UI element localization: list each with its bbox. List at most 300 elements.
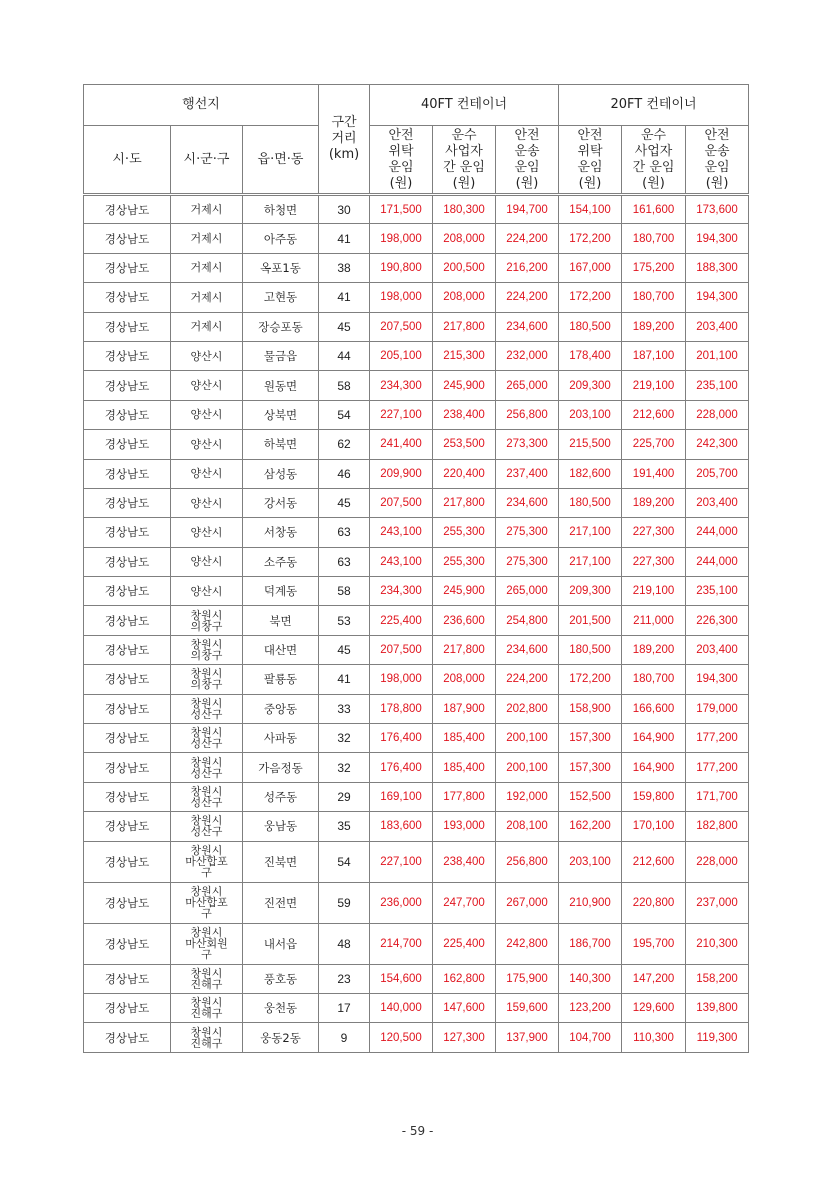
- city-cell: 창원시 진해구: [171, 1023, 243, 1052]
- 20ft-consign-rate-cell: 209,300: [559, 371, 622, 400]
- province-cell: 경상남도: [84, 488, 171, 517]
- town-cell: 웅남동: [243, 812, 319, 841]
- table-row: [84, 724, 749, 753]
- town-cell: 원동면: [243, 371, 319, 400]
- 40ft-consign-rate-cell: 207,500: [370, 312, 433, 341]
- 20ft-consign-rate-cell: 154,100: [559, 195, 622, 224]
- town-cell: 북면: [243, 606, 319, 635]
- province-cell: 경상남도: [84, 312, 171, 341]
- 40ft-transport-rate-cell: 224,200: [496, 283, 559, 312]
- province-cell: 경상남도: [84, 547, 171, 576]
- town-cell: 웅천동: [243, 993, 319, 1022]
- 20ft-inter-carrier-rate-cell: 110,300: [622, 1023, 686, 1052]
- 20ft-inter-carrier-rate-cell: 180,700: [622, 224, 686, 253]
- 40ft-transport-rate-cell: 265,000: [496, 577, 559, 606]
- 40ft-consign-rate-cell: 120,500: [370, 1023, 433, 1052]
- 40ft-inter-carrier-rate-cell: 247,700: [433, 882, 496, 923]
- table-row: [84, 283, 749, 312]
- 40ft-inter-carrier-rate-cell: 217,800: [433, 635, 496, 664]
- table-row: [84, 224, 749, 253]
- 40ft-inter-carrier-rate-cell: 217,800: [433, 488, 496, 517]
- distance-cell: 33: [319, 694, 370, 723]
- 20ft-inter-carrier-rate-cell: 212,600: [622, 400, 686, 429]
- 40ft-transport-rate-cell: 192,000: [496, 782, 559, 811]
- city-header: 시·군·구: [171, 126, 243, 195]
- route-header: 행선지: [84, 85, 319, 126]
- town-cell: 상북면: [243, 400, 319, 429]
- 40ft-consign-rate-cell: 190,800: [370, 253, 433, 282]
- province-cell: 경상남도: [84, 812, 171, 841]
- 20ft-consign-rate-header: 안전 위탁 운임 (원): [559, 126, 622, 195]
- province-cell: 경상남도: [84, 1023, 171, 1052]
- 40ft-consign-rate-cell: 178,800: [370, 694, 433, 723]
- distance-cell: 63: [319, 518, 370, 547]
- 40ft-inter-carrier-rate-cell: 162,800: [433, 964, 496, 993]
- distance-cell: 46: [319, 459, 370, 488]
- 40ft-inter-carrier-rate-cell: 208,000: [433, 665, 496, 694]
- 20ft-inter-carrier-rate-cell: 159,800: [622, 782, 686, 811]
- distance-cell: 32: [319, 724, 370, 753]
- 40ft-consign-rate-cell: 241,400: [370, 430, 433, 459]
- 20ft-consign-rate-cell: 140,300: [559, 964, 622, 993]
- province-cell: 경상남도: [84, 882, 171, 923]
- 40ft-inter-carrier-rate-cell: 238,400: [433, 841, 496, 882]
- 40ft-transport-rate-cell: 237,400: [496, 459, 559, 488]
- city-cell: 창원시 의창구: [171, 665, 243, 694]
- 40ft-consign-rate-cell: 234,300: [370, 371, 433, 400]
- 40ft-transport-rate-cell: 232,000: [496, 341, 559, 370]
- 20ft-transport-rate-cell: 235,100: [686, 371, 749, 400]
- city-cell: 창원시 성산구: [171, 812, 243, 841]
- table-row: [84, 195, 749, 224]
- 40ft-consign-rate-cell: 243,100: [370, 518, 433, 547]
- 40ft-transport-rate-cell: 224,200: [496, 665, 559, 694]
- town-cell: 가음정동: [243, 753, 319, 782]
- 40ft-consign-rate-cell: 176,400: [370, 724, 433, 753]
- province-cell: 경상남도: [84, 283, 171, 312]
- city-cell: 거제시: [171, 224, 243, 253]
- city-cell: 거제시: [171, 195, 243, 224]
- distance-cell: 59: [319, 882, 370, 923]
- province-cell: 경상남도: [84, 224, 171, 253]
- 20ft-consign-rate-cell: 180,500: [559, 312, 622, 341]
- 20ft-transport-rate-cell: 119,300: [686, 1023, 749, 1052]
- town-cell: 장승포동: [243, 312, 319, 341]
- 20ft-transport-rate-cell: 203,400: [686, 635, 749, 664]
- table-row: [84, 665, 749, 694]
- 20ft-consign-rate-cell: 217,100: [559, 518, 622, 547]
- province-cell: 경상남도: [84, 782, 171, 811]
- town-cell: 덕계동: [243, 577, 319, 606]
- 20ft-transport-rate-cell: 179,000: [686, 694, 749, 723]
- distance-cell: 41: [319, 283, 370, 312]
- table-row: [84, 993, 749, 1022]
- city-cell: 양산시: [171, 459, 243, 488]
- 20ft-transport-rate-cell: 188,300: [686, 253, 749, 282]
- 40ft-transport-rate-cell: 234,600: [496, 312, 559, 341]
- table-row: [84, 606, 749, 635]
- container-40ft-header: 40FT 컨테이너: [370, 85, 559, 126]
- 20ft-inter-carrier-rate-cell: 189,200: [622, 488, 686, 517]
- distance-cell: 45: [319, 312, 370, 341]
- town-cell: 삼성동: [243, 459, 319, 488]
- 20ft-transport-rate-cell: 173,600: [686, 195, 749, 224]
- distance-cell: 9: [319, 1023, 370, 1052]
- province-cell: 경상남도: [84, 635, 171, 664]
- 20ft-consign-rate-cell: 158,900: [559, 694, 622, 723]
- distance-cell: 41: [319, 665, 370, 694]
- city-cell: 창원시 성산구: [171, 782, 243, 811]
- town-cell: 고현동: [243, 283, 319, 312]
- distance-cell: 29: [319, 782, 370, 811]
- page-number: - 59 -: [401, 1124, 434, 1138]
- 40ft-transport-rate-cell: 254,800: [496, 606, 559, 635]
- 40ft-consign-rate-cell: 214,700: [370, 923, 433, 964]
- town-cell: 중앙동: [243, 694, 319, 723]
- 40ft-inter-carrier-rate-cell: 253,500: [433, 430, 496, 459]
- 40ft-consign-rate-cell: 234,300: [370, 577, 433, 606]
- 40ft-consign-rate-cell: 140,000: [370, 993, 433, 1022]
- city-cell: 양산시: [171, 577, 243, 606]
- 20ft-transport-rate-cell: 194,300: [686, 665, 749, 694]
- 40ft-consign-rate-cell: 198,000: [370, 665, 433, 694]
- town-cell: 아주동: [243, 224, 319, 253]
- 20ft-consign-rate-cell: 186,700: [559, 923, 622, 964]
- table-row: [84, 841, 749, 882]
- 20ft-consign-rate-cell: 217,100: [559, 547, 622, 576]
- 40ft-inter-carrier-rate-cell: 215,300: [433, 341, 496, 370]
- province-cell: 경상남도: [84, 430, 171, 459]
- province-cell: 경상남도: [84, 724, 171, 753]
- 20ft-transport-rate-cell: 203,400: [686, 488, 749, 517]
- distance-cell: 44: [319, 341, 370, 370]
- 20ft-inter-carrier-rate-cell: 212,600: [622, 841, 686, 882]
- 20ft-transport-rate-cell: 235,100: [686, 577, 749, 606]
- 20ft-inter-carrier-rate-cell: 166,600: [622, 694, 686, 723]
- distance-cell: 63: [319, 547, 370, 576]
- town-cell: 진전면: [243, 882, 319, 923]
- province-cell: 경상남도: [84, 923, 171, 964]
- city-cell: 창원시 진해구: [171, 993, 243, 1022]
- 40ft-transport-rate-cell: 256,800: [496, 841, 559, 882]
- 40ft-inter-carrier-rate-cell: 208,000: [433, 283, 496, 312]
- distance-cell: 53: [319, 606, 370, 635]
- table-row: [84, 547, 749, 576]
- province-cell: 경상남도: [84, 993, 171, 1022]
- town-cell: 성주동: [243, 782, 319, 811]
- 40ft-consign-rate-cell: 154,600: [370, 964, 433, 993]
- city-cell: 창원시 진해구: [171, 964, 243, 993]
- 40ft-transport-rate-cell: 208,100: [496, 812, 559, 841]
- city-cell: 창원시 성산구: [171, 694, 243, 723]
- 40ft-inter-carrier-rate-header: 운수 사업자 간 운임 (원): [433, 126, 496, 195]
- town-cell: 옥포1동: [243, 253, 319, 282]
- province-cell: 경상남도: [84, 606, 171, 635]
- 20ft-consign-rate-cell: 123,200: [559, 993, 622, 1022]
- 40ft-consign-rate-cell: 198,000: [370, 224, 433, 253]
- 20ft-consign-rate-cell: 215,500: [559, 430, 622, 459]
- 40ft-inter-carrier-rate-cell: 193,000: [433, 812, 496, 841]
- table-row: [84, 577, 749, 606]
- 20ft-consign-rate-cell: 167,000: [559, 253, 622, 282]
- 40ft-consign-rate-cell: 227,100: [370, 841, 433, 882]
- 20ft-consign-rate-cell: 203,100: [559, 841, 622, 882]
- 40ft-inter-carrier-rate-cell: 177,800: [433, 782, 496, 811]
- table-row: [84, 1023, 749, 1052]
- 20ft-consign-rate-cell: 203,100: [559, 400, 622, 429]
- distance-cell: 58: [319, 577, 370, 606]
- 20ft-consign-rate-cell: 210,900: [559, 882, 622, 923]
- 20ft-inter-carrier-rate-cell: 164,900: [622, 724, 686, 753]
- distance-cell: 45: [319, 635, 370, 664]
- 20ft-consign-rate-cell: 172,200: [559, 283, 622, 312]
- town-cell: 내서읍: [243, 923, 319, 964]
- 20ft-transport-rate-cell: 205,700: [686, 459, 749, 488]
- 20ft-inter-carrier-rate-cell: 189,200: [622, 635, 686, 664]
- 40ft-consign-rate-cell: 227,100: [370, 400, 433, 429]
- 40ft-inter-carrier-rate-cell: 238,400: [433, 400, 496, 429]
- city-cell: 창원시 마산합포 구: [171, 841, 243, 882]
- 40ft-transport-rate-cell: 256,800: [496, 400, 559, 429]
- 20ft-consign-rate-cell: 180,500: [559, 635, 622, 664]
- 40ft-inter-carrier-rate-cell: 217,800: [433, 312, 496, 341]
- 20ft-inter-carrier-rate-cell: 170,100: [622, 812, 686, 841]
- container-20ft-header: 20FT 컨테이너: [559, 85, 749, 126]
- 40ft-transport-rate-cell: 137,900: [496, 1023, 559, 1052]
- 40ft-consign-rate-cell: 207,500: [370, 488, 433, 517]
- 20ft-transport-rate-cell: 194,300: [686, 283, 749, 312]
- table-header: [84, 85, 749, 195]
- table-row: [84, 923, 749, 964]
- city-cell: 양산시: [171, 430, 243, 459]
- 40ft-transport-rate-cell: 200,100: [496, 753, 559, 782]
- 20ft-transport-rate-cell: 226,300: [686, 606, 749, 635]
- 40ft-consign-rate-cell: 207,500: [370, 635, 433, 664]
- city-cell: 창원시 성산구: [171, 724, 243, 753]
- province-cell: 경상남도: [84, 753, 171, 782]
- 20ft-consign-rate-cell: 182,600: [559, 459, 622, 488]
- 40ft-consign-rate-cell: 183,600: [370, 812, 433, 841]
- city-cell: 양산시: [171, 518, 243, 547]
- 40ft-transport-rate-cell: 275,300: [496, 547, 559, 576]
- city-cell: 창원시 마산회원 구: [171, 923, 243, 964]
- 20ft-inter-carrier-rate-cell: 220,800: [622, 882, 686, 923]
- city-cell: 양산시: [171, 400, 243, 429]
- 20ft-consign-rate-cell: 201,500: [559, 606, 622, 635]
- distance-cell: 45: [319, 488, 370, 517]
- 20ft-consign-rate-cell: 104,700: [559, 1023, 622, 1052]
- 40ft-inter-carrier-rate-cell: 147,600: [433, 993, 496, 1022]
- 40ft-transport-rate-cell: 200,100: [496, 724, 559, 753]
- distance-cell: 17: [319, 993, 370, 1022]
- distance-cell: 62: [319, 430, 370, 459]
- town-cell: 하북면: [243, 430, 319, 459]
- 20ft-transport-rate-cell: 203,400: [686, 312, 749, 341]
- 20ft-transport-rate-cell: 171,700: [686, 782, 749, 811]
- city-cell: 창원시 의창구: [171, 635, 243, 664]
- city-cell: 창원시 의창구: [171, 606, 243, 635]
- town-cell: 진북면: [243, 841, 319, 882]
- province-cell: 경상남도: [84, 371, 171, 400]
- table-row: [84, 812, 749, 841]
- 40ft-consign-rate-header: 안전 위탁 운임 (원): [370, 126, 433, 195]
- table-row: [84, 400, 749, 429]
- province-cell: 경상남도: [84, 518, 171, 547]
- 20ft-consign-rate-cell: 162,200: [559, 812, 622, 841]
- province-cell: 경상남도: [84, 341, 171, 370]
- table-body: [84, 195, 749, 1053]
- table-row: [84, 488, 749, 517]
- 20ft-inter-carrier-rate-cell: 180,700: [622, 665, 686, 694]
- 40ft-transport-rate-cell: 202,800: [496, 694, 559, 723]
- 40ft-inter-carrier-rate-cell: 236,600: [433, 606, 496, 635]
- city-cell: 양산시: [171, 488, 243, 517]
- province-cell: 경상남도: [84, 577, 171, 606]
- 20ft-inter-carrier-rate-cell: 227,300: [622, 547, 686, 576]
- 20ft-transport-rate-cell: 177,200: [686, 753, 749, 782]
- 40ft-inter-carrier-rate-cell: 185,400: [433, 753, 496, 782]
- 40ft-inter-carrier-rate-cell: 187,900: [433, 694, 496, 723]
- 40ft-transport-rate-cell: 265,000: [496, 371, 559, 400]
- 20ft-inter-carrier-rate-cell: 189,200: [622, 312, 686, 341]
- 20ft-inter-carrier-rate-cell: 187,100: [622, 341, 686, 370]
- 20ft-consign-rate-cell: 157,300: [559, 753, 622, 782]
- 40ft-transport-rate-cell: 194,700: [496, 195, 559, 224]
- 20ft-transport-rate-cell: 194,300: [686, 224, 749, 253]
- table-row: [84, 341, 749, 370]
- 40ft-transport-rate-cell: 234,600: [496, 488, 559, 517]
- 40ft-transport-rate-cell: 224,200: [496, 224, 559, 253]
- 20ft-consign-rate-cell: 152,500: [559, 782, 622, 811]
- table-row: [84, 782, 749, 811]
- province-cell: 경상남도: [84, 459, 171, 488]
- 40ft-transport-rate-header: 안전 운송 운임 (원): [496, 126, 559, 195]
- town-cell: 소주동: [243, 547, 319, 576]
- table-row: [84, 253, 749, 282]
- 20ft-inter-carrier-rate-cell: 211,000: [622, 606, 686, 635]
- 20ft-transport-rate-cell: 244,000: [686, 547, 749, 576]
- city-cell: 양산시: [171, 371, 243, 400]
- 40ft-transport-rate-cell: 216,200: [496, 253, 559, 282]
- 20ft-transport-rate-cell: 228,000: [686, 841, 749, 882]
- 40ft-consign-rate-cell: 243,100: [370, 547, 433, 576]
- 20ft-transport-rate-cell: 244,000: [686, 518, 749, 547]
- town-cell: 강서동: [243, 488, 319, 517]
- 20ft-inter-carrier-rate-cell: 161,600: [622, 195, 686, 224]
- 20ft-consign-rate-cell: 209,300: [559, 577, 622, 606]
- 40ft-inter-carrier-rate-cell: 225,400: [433, 923, 496, 964]
- 20ft-inter-carrier-rate-cell: 147,200: [622, 964, 686, 993]
- 20ft-inter-carrier-rate-cell: 219,100: [622, 577, 686, 606]
- 20ft-inter-carrier-rate-cell: 225,700: [622, 430, 686, 459]
- 40ft-consign-rate-cell: 209,900: [370, 459, 433, 488]
- table-row: [84, 312, 749, 341]
- 40ft-consign-rate-cell: 236,000: [370, 882, 433, 923]
- city-cell: 거제시: [171, 253, 243, 282]
- distance-cell: 30: [319, 195, 370, 224]
- city-cell: 창원시 성산구: [171, 753, 243, 782]
- town-cell: 서창동: [243, 518, 319, 547]
- 20ft-consign-rate-cell: 178,400: [559, 341, 622, 370]
- 40ft-transport-rate-cell: 175,900: [496, 964, 559, 993]
- 40ft-consign-rate-cell: 171,500: [370, 195, 433, 224]
- table-row: [84, 371, 749, 400]
- distance-cell: 58: [319, 371, 370, 400]
- 40ft-inter-carrier-rate-cell: 185,400: [433, 724, 496, 753]
- province-cell: 경상남도: [84, 665, 171, 694]
- distance-cell: 48: [319, 923, 370, 964]
- 20ft-transport-rate-header: 안전 운송 운임 (원): [686, 126, 749, 195]
- table-row: [84, 518, 749, 547]
- town-cell: 풍호동: [243, 964, 319, 993]
- city-cell: 거제시: [171, 312, 243, 341]
- 40ft-consign-rate-cell: 198,000: [370, 283, 433, 312]
- distance-cell: 23: [319, 964, 370, 993]
- table-row: [84, 459, 749, 488]
- 40ft-transport-rate-cell: 159,600: [496, 993, 559, 1022]
- province-cell: 경상남도: [84, 400, 171, 429]
- 40ft-inter-carrier-rate-cell: 245,900: [433, 577, 496, 606]
- 40ft-inter-carrier-rate-cell: 220,400: [433, 459, 496, 488]
- 40ft-inter-carrier-rate-cell: 200,500: [433, 253, 496, 282]
- distance-cell: 41: [319, 224, 370, 253]
- distance-cell: 54: [319, 400, 370, 429]
- table-row: [84, 882, 749, 923]
- 40ft-consign-rate-cell: 205,100: [370, 341, 433, 370]
- distance-cell: 35: [319, 812, 370, 841]
- province-header: 시·도: [84, 126, 171, 195]
- town-cell: 웅동2동: [243, 1023, 319, 1052]
- town-cell: 사파동: [243, 724, 319, 753]
- 20ft-consign-rate-cell: 172,200: [559, 224, 622, 253]
- 40ft-inter-carrier-rate-cell: 255,300: [433, 547, 496, 576]
- distance-header: 구간 거리 (km): [319, 85, 370, 195]
- distance-cell: 32: [319, 753, 370, 782]
- distance-cell: 38: [319, 253, 370, 282]
- 40ft-consign-rate-cell: 225,400: [370, 606, 433, 635]
- town-cell: 하청면: [243, 195, 319, 224]
- 40ft-consign-rate-cell: 176,400: [370, 753, 433, 782]
- 20ft-inter-carrier-rate-cell: 195,700: [622, 923, 686, 964]
- 40ft-inter-carrier-rate-cell: 245,900: [433, 371, 496, 400]
- city-cell: 거제시: [171, 283, 243, 312]
- province-cell: 경상남도: [84, 195, 171, 224]
- 40ft-transport-rate-cell: 242,800: [496, 923, 559, 964]
- distance-cell: 54: [319, 841, 370, 882]
- 20ft-inter-carrier-rate-cell: 180,700: [622, 283, 686, 312]
- 20ft-transport-rate-cell: 177,200: [686, 724, 749, 753]
- province-cell: 경상남도: [84, 841, 171, 882]
- table-row: [84, 753, 749, 782]
- city-cell: 양산시: [171, 547, 243, 576]
- 20ft-transport-rate-cell: 237,000: [686, 882, 749, 923]
- city-cell: 창원시 마산합포 구: [171, 882, 243, 923]
- 20ft-inter-carrier-rate-cell: 164,900: [622, 753, 686, 782]
- 20ft-transport-rate-cell: 182,800: [686, 812, 749, 841]
- 40ft-consign-rate-cell: 169,100: [370, 782, 433, 811]
- freight-rate-table: [83, 84, 749, 1053]
- 20ft-consign-rate-cell: 172,200: [559, 665, 622, 694]
- 20ft-transport-rate-cell: 242,300: [686, 430, 749, 459]
- province-cell: 경상남도: [84, 964, 171, 993]
- 40ft-inter-carrier-rate-cell: 208,000: [433, 224, 496, 253]
- 20ft-transport-rate-cell: 139,800: [686, 993, 749, 1022]
- 20ft-consign-rate-cell: 180,500: [559, 488, 622, 517]
- town-cell: 팔룡동: [243, 665, 319, 694]
- 20ft-inter-carrier-rate-header: 운수 사업자 간 운임 (원): [622, 126, 686, 195]
- 20ft-inter-carrier-rate-cell: 227,300: [622, 518, 686, 547]
- 20ft-transport-rate-cell: 228,000: [686, 400, 749, 429]
